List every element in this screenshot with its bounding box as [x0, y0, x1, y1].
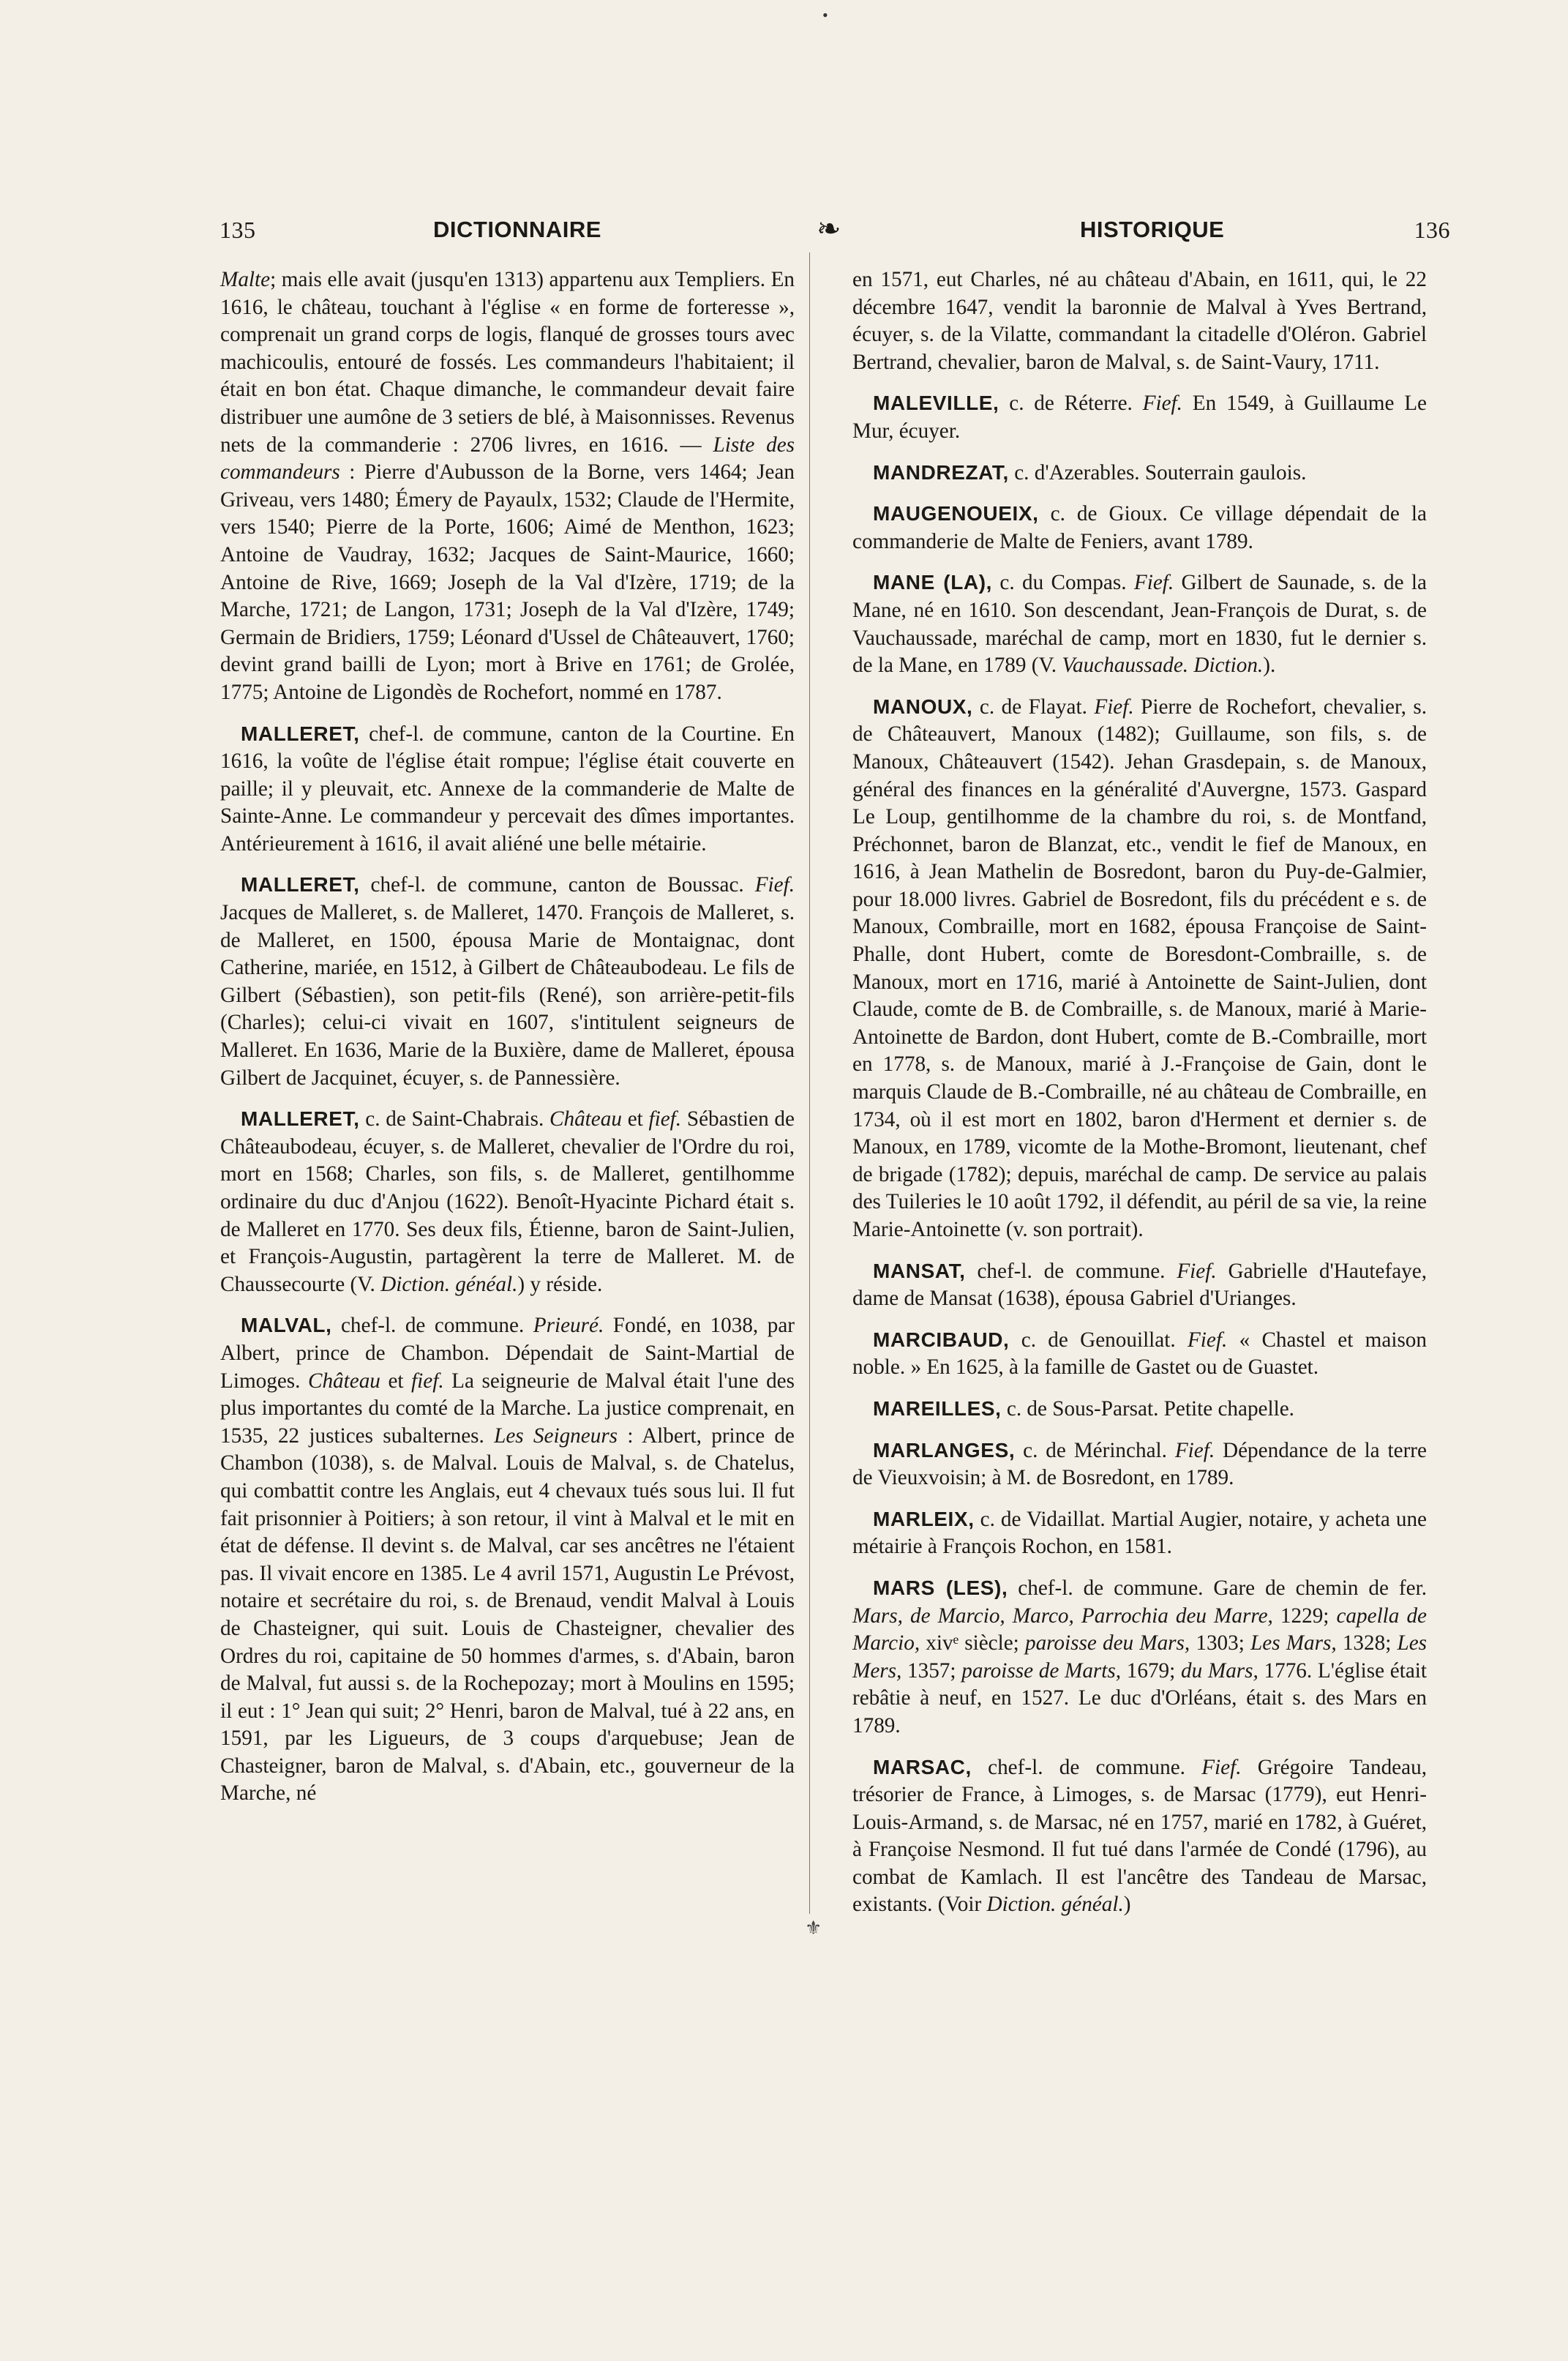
headword: MANDREZAT,: [873, 460, 1009, 484]
entry-mansat: MANSAT, chef-l. de commune. Fief. Gabrielle d'Hautefaye, dame de Mansat (1638), épousa Gabriel d'Urianges.: [852, 1259, 1427, 1311]
headword: MANE (LA),: [873, 571, 993, 594]
headword: MANSAT,: [873, 1259, 966, 1282]
running-title-left: DICTIONNAIRE: [433, 217, 601, 242]
headword: MALLERET,: [241, 722, 360, 745]
right-column: [852, 266, 1427, 1919]
entry-malleret-saint-chabrais: MALLERET, c. de Saint-Chabrais. Château et fief. Sébastien de Châteaubodeau, écuyer, s. de Malleret, chevalier de l'Ordre du roi, mort en 1568; Charles, son fils, s. de Malleret, gentilhomme ordinaire du duc d'Anjou (1622). Benoît-Hyacinte Pichard était s. de Malleret en 1770. Ses deux fils, Étienne, baron de Saint-Julien, et François-Augustin, partagèrent la terre de Malleret. M. de Chaussecourte (V. Diction. généal.) y réside.: [220, 1107, 795, 1296]
headword: MALVAL,: [241, 1314, 332, 1337]
entry-marcibaud: MARCIBAUD, c. de Genouillat. Fief. « Chastel et maison noble. » En 1625, à la famille de Gastet ou de Guastet.: [852, 1328, 1427, 1380]
headword: MAREILLES,: [873, 1396, 1002, 1420]
entry-malval-continuation: en 1571, eut Charles, né au château d'Abain, en 1611, qui, le 22 décembre 1647, vendit la baronnie de Malval à Yves Bertrand, écuyer, s. de la Vilatte, commandant la citadelle d'Oléron. Gabriel Bertrand, chevalier, baron de Malval, s. de Saint-Vaury, 1711.: [852, 268, 1427, 374]
running-title-right: HISTORIQUE: [1080, 217, 1225, 242]
fleuron-ornament-icon: ❧: [817, 213, 842, 245]
entry-marsac: MARSAC, chef-l. de commune. Fief. Grégoire Tandeau, trésorier de France, à Limoges, s. de Marsac (1779), eut Henri-Louis-Armand, s. de Marsac, né en 1757, marié en 1782, à Guéret, à Françoise Nesmond. Il fut tué dans l'armée de Condé (1796), au combat de Kamlach. Il est l'ancêtre des Tandeau de Marsac, existants. (Voir Diction. généal.): [852, 1755, 1427, 1917]
entry-maleville: MALEVILLE, c. de Réterre. Fief. En 1549, à Guillaume Le Mur, écuyer.: [852, 392, 1427, 443]
entry-mareilles: MAREILLES, c. de Sous-Parsat. Petite chapelle.: [873, 1396, 1294, 1421]
column-divider: [809, 252, 810, 1914]
page-number-right: 136: [1414, 217, 1450, 243]
headword: MALLERET,: [241, 1107, 360, 1131]
headword: MAUGENOUEIX,: [873, 502, 1039, 525]
entry-mane-la: MANE (LA), c. du Compas. Fief. Gilbert de Saunade, s. de la Mane, né en 1610. Son descendant, Jean-François de Durat, s. de Vauchaussade, maréchal de camp, mort en 1830, fut le dernier s. de la Mane, en 1789 (V. Vauchaussade. Diction.).: [852, 571, 1427, 678]
bottom-fleur-ornament-icon: ⚜: [805, 1917, 822, 1939]
headword: MARCIBAUD,: [873, 1328, 1010, 1351]
entry-marlanges: MARLANGES, c. de Mérinchal. Fief. Dépendance de la terre de Vieuxvoisin; à M. de Bosredont, en 1789.: [852, 1438, 1427, 1490]
entry-malleret-boussac: MALLERET, chef-l. de commune, canton de Boussac. Fief. Jacques de Malleret, s. de Malleret, 1470. François de Malleret, s. de Malleret, en 1500, épousa Marie de Montaignac, dont Catherine, mariée, en 1512, à Gilbert de Châteaubodeau. Le fils de Gilbert (Sébastien), son petit-fils (René), son arrière-petit-fils (Charles); celui-ci vivait en 1607, s'intitulent seigneurs de Malleret. En 1636, Marie de la Buxière, dame de Malleret, épousa Gilbert de Jacquinet, écuyer, s. de Pannessière.: [220, 873, 795, 1090]
entry-marleix: MARLEIX, c. de Vidaillat. Martial Augier, notaire, y acheta une métairie à François Rochon, en 1581.: [852, 1507, 1427, 1559]
headword: MANOUX,: [873, 695, 973, 718]
top-dot-mark: •: [822, 6, 828, 24]
left-column: [220, 266, 795, 1808]
page-number-left: 135: [220, 217, 256, 243]
headword: MARLEIX,: [873, 1507, 975, 1530]
headword: MARS (LES),: [873, 1576, 1008, 1599]
headword: MARSAC,: [873, 1755, 972, 1778]
entry-malleret-courtine: MALLERET, chef-l. de commune, canton de la Courtine. En 1616, la voûte de l'église était rompue; l'église était couverte en paille; il y pleuvait, etc. Annexe de la commanderie de Malte de Sainte-Anne. Le commandeur y percevait des dîmes importantes. Antérieurement à 1616, il avait aliéné une belle métairie.: [220, 722, 795, 856]
headword: MARLANGES,: [873, 1438, 1016, 1462]
headword: MALLERET,: [241, 873, 360, 897]
entry-manoux: MANOUX, c. de Flayat. Fief. Pierre de Rochefort, chevalier, s. de Châteauvert, Manoux (1482); Guillaume, son fils, s. de Manoux, Châteauvert (1542). Jehan Grasdepain, s. de Manoux, général des finances en la généralité d'Auvergne, 1573. Gaspard Le Loup, gentilhomme de la chambre du roi, s. de Montfand, Préchonnet, baron de Blanzat, etc., vendit le fief de Manoux, en 1616, à Jean Mathelin de Bosredont, baron du Puy-de-Galmier, pour 18.000 livres. Gabriel de Bosredont, fils du précédent e s. de Manoux, Combraille, mort en 1682, épousa Françoise de Saint-Phalle, dont Hubert, comte de Boresdont-Combraille, s. de Manoux, mort en 1716, marié à Antoinette de Saint-Julien, dont Claude, comte de B. de Combraille, s. de Manoux, marié à Marie-Antoinette de Bardon, dont Hubert, comte de B.-Combraille, mort en 1778, s. de Manoux, marié à J.-Françoise de Gain, dont le marquis Claude de B.-Combraille, né au château de Combraille, en 1734, où il est mort en 1802, baron d'Herment et dernier s. de Manoux, en 1789, vicomte de la Mothe-Bromont, lieutenant, chef de brigade (1782); depuis, maréchal de camp. De service au palais des Tuileries le 10 août 1792, il défendit, au péril de sa vie, la reine Marie-Antoinette (v. son portrait).: [852, 695, 1427, 1241]
entry-malte-continuation: Malte; mais elle avait (jusqu'en 1313) appartenu aux Templiers. En 1616, le château, touchant à l'église « en forme de forteresse », comprenait un grand corps de logis, flanqué de grosses tours avec machicoulis, entouré de fossés. Les commandeurs l'habitaient; il était en bon état. Chaque dimanche, le commandeur devait faire distribuer une aumône de 3 setiers de blé, à Maisonnisses. Revenus nets de la commanderie : 2706 livres, en 1616. — Liste des commandeurs : Pierre d'Aubusson de la Borne, vers 1464; Jean Griveau, vers 1480; Émery de Payaulx, 1532; Claude de l'Hermite, vers 1540; Pierre de la Porte, 1606; Aimé de Menthon, 1623; Antoine de Vaudray, 1632; Jacques de Saint-Maurice, 1660; Antoine de Rive, 1669; Joseph de la Val d'Izère, 1719; de la Marche, 1721; de Langon, 1731; Joseph de la Val d'Izère, 1749; Germain de Bridiers, 1759; Léonard d'Ussel de Châteauvert, 1760; devint grand bailli de Lyon; mort à Brive en 1761; de Grolée, 1775; Antoine de Ligondès de Rochefort, nommé en 1787.: [220, 268, 795, 704]
entry-mars-les: MARS (LES), chef-l. de commune. Gare de chemin de fer. Mars, de Marcio, Marco, Parrochia deu Marre, 1229; capella de Marcio, xivᵉ siècle; paroisse deu Mars, 1303; Les Mars, 1328; Les Mers, 1357; paroisse de Marts, 1679; du Mars, 1776. L'église était rebâtie à neuf, en 1527. Le duc d'Orléans, était s. des Mars en 1789.: [852, 1576, 1428, 1737]
entry-malval: MALVAL, chef-l. de commune. Prieuré. Fondé, en 1038, par Albert, prince de Chambon. Dépendait de Saint-Martial de Limoges. Château et fief. La seigneurie de Malval était l'une des plus importantes du comté de la Marche. La justice comprenait, en 1535, 22 justices subalternes. Les Seigneurs : Albert, prince de Chambon (1038), s. de Malval. Louis de Malval, s. de Chatelus, qui combattit contre les Anglais, eut 4 chevaux tués sous lui. Il fut fait prisonnier à Poitiers; à son retour, il vint à Malval et le mit en état de défense. Il devint s. de Malval, car ses ancêtres ne l'étaient pas. Il vivait encore en 1385. Le 4 avril 1571, Augustin Le Prévost, notaire et secrétaire du roi, s. de Brenaud, vendit Malval à Louis de Chasteigner, qui suit. Louis de Chasteigner, chevalier des Ordres du roi, capitaine de 50 hommes d'armes, s. d'Abain, baron de Malval, fut aussi s. de la Rochepozay; mort à Moulins en 1595; il eut : 1° Jean qui suit; 2° Henri, baron de Malval, tué à 22 ans, en 1591, par les Ligueurs, de 3 coups d'arquebuse; Jean de Chasteigner, baron de Malval, s. d'Abain, etc., gouverneur de la Marche, né: [220, 1314, 795, 1806]
page-header: [220, 213, 1450, 249]
entry-mandrezat: MANDREZAT, c. d'Azerables. Souterrain gaulois.: [873, 460, 1307, 484]
entry-maugenoueix: MAUGENOUEIX, c. de Gioux. Ce village dépendait de la commanderie de Malte de Feniers, avant 1789.: [852, 502, 1427, 553]
headword: MALEVILLE,: [873, 392, 999, 415]
